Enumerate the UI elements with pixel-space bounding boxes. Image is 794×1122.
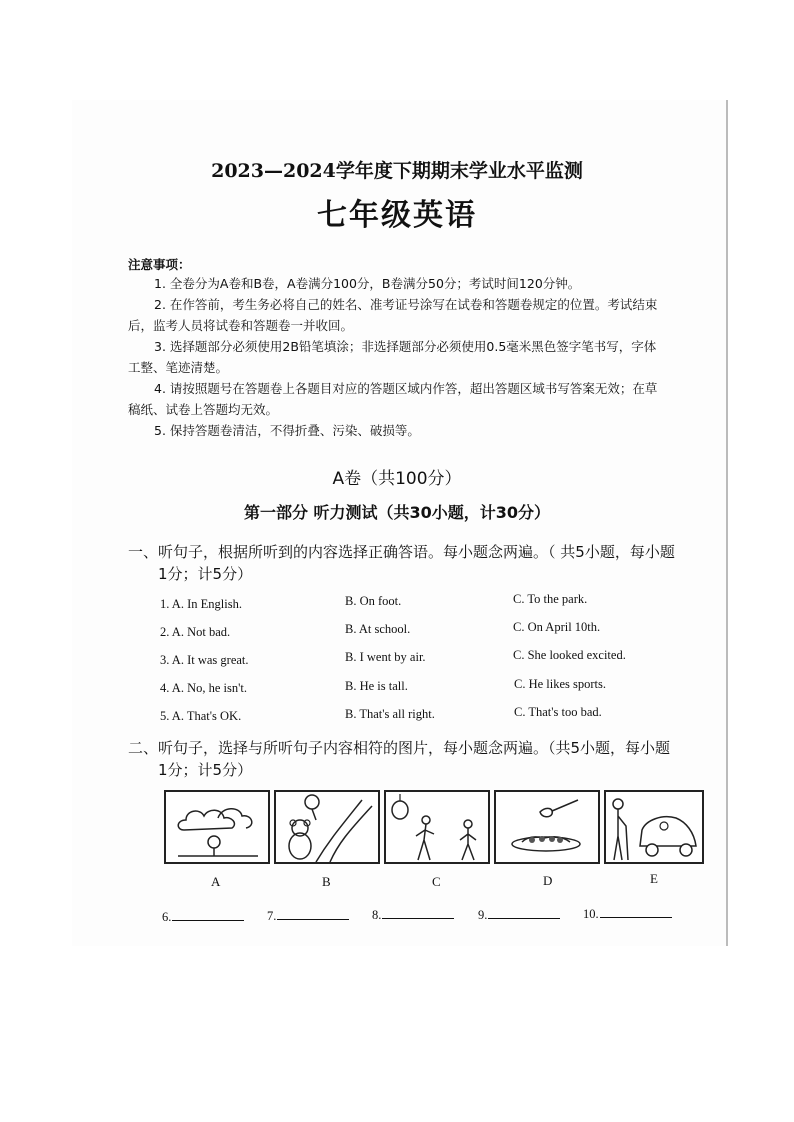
q1-item-1-c: C. To the park. [513, 592, 588, 606]
notice-line-5: 5. 保持答题卷清洁，不得折叠、污染、破损等。 [154, 423, 420, 438]
notice-line-4-cont: 稿纸、试卷上答题均无效。 [128, 402, 279, 417]
q1-item-4-a: 4. A. No, he isn't. [160, 681, 247, 695]
q1-item-1-b: B. On foot. [345, 594, 402, 608]
answer-blank-8[interactable] [372, 906, 454, 923]
part1-title: 第一部分 听力测试（共30小题，计30分） [243, 503, 551, 522]
q1-instruction: 一、听句子，根据所听到的内容选择正确答语。每小题念两遍。（ 共5小题，每小题 [128, 543, 675, 561]
notice-line-3: 3. 选择题部分必须使用2B铅笔填涂；非选择题部分必须使用0.5毫米黑色签字笔书写，字体 [154, 339, 657, 354]
picture-label-a: A [211, 874, 221, 889]
q1-item-3-c: C. She looked excited. [513, 648, 626, 662]
blank-number: 9. [478, 908, 488, 922]
blank-line [600, 905, 672, 918]
picture-label-c: C [432, 874, 441, 889]
q1-item-5-a: 5. A. That's OK. [160, 709, 242, 723]
q1-item-3-b: B. I went by air. [345, 650, 426, 664]
blank-number: 10. [583, 907, 599, 921]
blank-line [172, 908, 244, 921]
blank-line [277, 907, 349, 920]
picture-label-d: D [543, 873, 553, 888]
notice-line-4: 4. 请按照题号在答题卷上各题目对应的答题区域内作答，超出答题区域书写答案无效；在草 [154, 381, 658, 396]
notice-line-1: 1. 全卷分为A卷和B卷，A卷满分100分，B卷满分50分；考试时间120分钟。 [154, 276, 581, 291]
cloud-tree-icon [166, 792, 268, 862]
spoon-plate-icon [496, 792, 598, 862]
notice-line-2: 2. 在作答前，考生务必将自己的姓名、准考证号涂写在试卷和答题卷规定的位置。考试结束 [154, 297, 658, 312]
q1-item-3-a: 3. A. It was great. [160, 653, 249, 667]
q1-instruction-cont: 1分；计5分） [158, 565, 253, 583]
q2-instruction-cont: 1分；计5分） [158, 761, 253, 779]
picture-b [274, 790, 380, 864]
q1-item-2-a: 2. A. Not bad. [160, 625, 231, 639]
blank-number: 8. [372, 908, 382, 922]
q1-item-2-b: B. At school. [345, 622, 411, 636]
picture-e [604, 790, 704, 864]
picture-d [494, 790, 600, 864]
picture-label-b: B [322, 874, 331, 889]
car-old-man-icon [606, 792, 702, 862]
q1-item-4-c: C. He likes sports. [514, 677, 607, 691]
people-walking-icon [386, 792, 488, 862]
answer-blank-6[interactable] [162, 908, 244, 925]
q1-item-4-b: B. He is tall. [345, 679, 408, 693]
q1-item-5-c: C. That's too bad. [514, 705, 602, 719]
q1-item-1-a: 1. A. In English. [160, 597, 242, 611]
exam-title: 2023—2024学年度下期期末学业水平监测 [211, 160, 583, 182]
picture-label-e: E [650, 871, 658, 886]
notice-line-3-cont: 工整、笔迹清楚。 [128, 360, 229, 375]
blank-number: 6. [162, 910, 172, 924]
notice-heading: 注意事项： [128, 257, 191, 272]
picture-a [164, 790, 270, 864]
q1-item-5-b: B. That's all right. [345, 707, 435, 721]
section-a-title: A卷（共100分） [332, 469, 462, 489]
q1-item-2-c: C. On April 10th. [513, 620, 601, 634]
blank-line [488, 906, 560, 919]
q2-instruction: 二、听句子，选择与所听句子内容相符的图片，每小题念两遍。（共5小题，每小题 [128, 739, 671, 757]
koala-tree-icon [276, 792, 378, 862]
picture-c [384, 790, 490, 864]
blank-line [382, 906, 454, 919]
exam-subject: 七年级英语 [317, 198, 477, 233]
answer-blank-10[interactable] [583, 905, 672, 922]
answer-blank-7[interactable] [267, 907, 349, 924]
notice-line-2-cont: 后，监考人员将试卷和答题卷一并收回。 [128, 318, 354, 333]
blank-number: 7. [267, 909, 277, 923]
answer-blank-9[interactable] [478, 906, 560, 923]
